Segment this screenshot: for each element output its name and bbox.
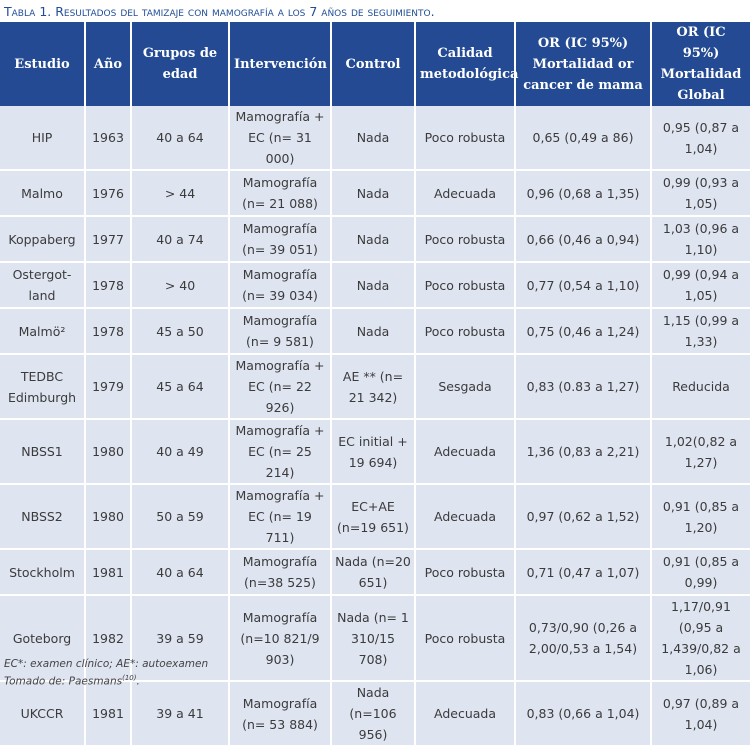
table-row [0,263,750,309]
column-header-or-mortalidad-cancer: OR (IC 95%) Mortalidad or cancer de mama [516,22,652,106]
cell-control: AE ** (n= 21 342) [332,355,416,420]
cell-grupos-de-edad: 40 a 64 [132,550,230,596]
table-row [0,355,750,420]
table-row [0,217,750,263]
cell-or-cancer: 0,73/0,90 (0,26 a 2,00/0,53 a 1,54) [516,596,652,682]
cell-or-global: 0,91 (0,85 a 1,20) [652,485,750,550]
cell-estudio: Ostergot-land [0,263,86,309]
cell-ano: 1976 [86,171,132,217]
cell-or-cancer: 0,66 (0,46 a 0,94) [516,217,652,263]
cell-control: Nada (n= 1 310/15 708) [332,596,416,682]
cell-or-global: 0,97 (0,89 a 1,04) [652,682,750,747]
cell-calidad: Poco robusta [416,596,516,682]
cell-or-cancer: 1,36 (0,83 a 2,21) [516,420,652,485]
cell-or-cancer: 0,75 (0,46 a 1,24) [516,309,652,355]
column-header-estudio: Estudio [0,22,86,106]
column-header-grupos-de-edad: Grupos de edad [132,22,230,106]
cell-intervencion: Mamografía (n= 21 088) [230,171,332,217]
cell-intervencion: Mamografía (n= 9 581) [230,309,332,355]
cell-ano: 1980 [86,485,132,550]
table-row [0,550,750,596]
cell-calidad: Adecuada [416,682,516,747]
cell-intervencion: Mamografía (n= 39 034) [230,263,332,309]
cell-intervencion: Mamografía + EC (n= 19 711) [230,485,332,550]
column-header-or-mortalidad-global: OR (IC 95%) Mortalidad Global [652,22,750,106]
cell-control: EC+AE (n=19 651) [332,485,416,550]
table-row [0,682,750,747]
cell-or-cancer: 0,96 (0,68 a 1,35) [516,171,652,217]
cell-intervencion: Mamografía (n=10 821/9 903) [230,596,332,682]
cell-control: Nada [332,309,416,355]
cell-ano: 1963 [86,106,132,171]
cell-estudio: Malmo [0,171,86,217]
column-header-calidad-metodologica: Calidad metodológica [416,22,516,106]
cell-estudio: Goteborg [0,596,86,682]
cell-ano: 1981 [86,682,132,747]
cell-estudio: UKCCR [0,682,86,747]
cell-intervencion: Mamografía + EC (n= 22 926) [230,355,332,420]
cell-ano: 1977 [86,217,132,263]
cell-grupos-de-edad: 39 a 59 [132,596,230,682]
cell-or-cancer: 0,83 (0.83 a 1,27) [516,355,652,420]
cell-or-cancer: 0,65 (0,49 a 86) [516,106,652,171]
cell-grupos-de-edad: 40 a 64 [132,106,230,171]
table-row [0,106,750,171]
cell-intervencion: Mamografía (n= 39 051) [230,217,332,263]
cell-grupos-de-edad: 45 a 50 [132,309,230,355]
cell-or-cancer: 0,83 (0,66 a 1,04) [516,682,652,747]
cell-calidad: Poco robusta [416,217,516,263]
cell-calidad: Adecuada [416,420,516,485]
cell-control: EC initial + 19 694) [332,420,416,485]
cell-control: Nada (n=20 651) [332,550,416,596]
column-header-control: Control [332,22,416,106]
cell-estudio: HIP [0,106,86,171]
cell-grupos-de-edad: 45 a 64 [132,355,230,420]
cell-grupos-de-edad: 40 a 49 [132,420,230,485]
cell-estudio: NBSS1 [0,420,86,485]
cell-estudio: Malmö² [0,309,86,355]
table-row [0,309,750,355]
cell-or-global: 0,99 (0,93 a 1,05) [652,171,750,217]
cell-ano: 1979 [86,355,132,420]
cell-calidad: Poco robusta [416,263,516,309]
cell-or-global: 0,95 (0,87 a 1,04) [652,106,750,171]
cell-or-global: 1,03 (0,96 a 1,10) [652,217,750,263]
cell-or-global: 0,91 (0,85 a 0,99) [652,550,750,596]
cell-grupos-de-edad: > 44 [132,171,230,217]
footnote-source-text: Tomado de: Paesmans [4,675,123,688]
table-row [0,420,750,485]
cell-ano: 1978 [86,263,132,309]
cell-estudio: Stockholm [0,550,86,596]
cell-calidad: Sesgada [416,355,516,420]
cell-control: Nada [332,106,416,171]
column-header-ano: Año [86,22,132,106]
cell-intervencion: Mamografía (n= 53 884) [230,682,332,747]
cell-or-global: 0,99 (0,94 a 1,05) [652,263,750,309]
cell-control: Nada [332,263,416,309]
table-caption: Tabla 1. Resultados del tamizaje con mamografía a los 7 años de seguimiento. [4,4,435,19]
cell-estudio: NBSS2 [0,485,86,550]
column-header-intervencion: Intervención [230,22,332,106]
table-header-row [0,22,750,106]
table-footnotes [4,657,208,689]
cell-intervencion: Mamografía + EC (n= 25 214) [230,420,332,485]
cell-intervencion: Mamografía (n=38 525) [230,550,332,596]
cell-estudio: TEDBC Edimburgh [0,355,86,420]
cell-calidad: Adecuada [416,171,516,217]
cell-grupos-de-edad: 39 a 41 [132,682,230,747]
footnote-source-end: . [136,675,140,688]
cell-control: Nada [332,217,416,263]
table-row [0,485,750,550]
cell-or-cancer: 0,97 (0,62 a 1,52) [516,485,652,550]
footnote-abbreviations: EC*: examen clínico; AE*: autoexamen [4,658,209,670]
cell-grupos-de-edad: > 40 [132,263,230,309]
cell-ano: 1981 [86,550,132,596]
cell-control: Nada [332,171,416,217]
results-table [0,22,750,747]
cell-calidad: Poco robusta [416,106,516,171]
cell-or-global: Reducida [652,355,750,420]
cell-or-cancer: 0,71 (0,47 a 1,07) [516,550,652,596]
cell-intervencion: Mamografía + EC (n= 31 000) [230,106,332,171]
cell-estudio: Koppaberg [0,217,86,263]
cell-ano: 1980 [86,420,132,485]
cell-grupos-de-edad: 40 a 74 [132,217,230,263]
cell-ano: 1978 [86,309,132,355]
cell-calidad: Poco robusta [416,309,516,355]
footnote-source [4,671,208,689]
cell-calidad: Poco robusta [416,550,516,596]
cell-or-cancer: 0,77 (0,54 a 1,10) [516,263,652,309]
footnote-reference: (10) [122,674,137,682]
cell-or-global: 1,02(0,82 a 1,27) [652,420,750,485]
cell-or-global: 1,17/0,91 (0,95 a 1,439/0,82 a 1,06) [652,596,750,682]
cell-control: Nada (n=106 956) [332,682,416,747]
cell-calidad: Adecuada [416,485,516,550]
cell-or-global: 1,15 (0,99 a 1,33) [652,309,750,355]
table-row [0,171,750,217]
cell-ano: 1982 [86,596,132,682]
cell-grupos-de-edad: 50 a 59 [132,485,230,550]
